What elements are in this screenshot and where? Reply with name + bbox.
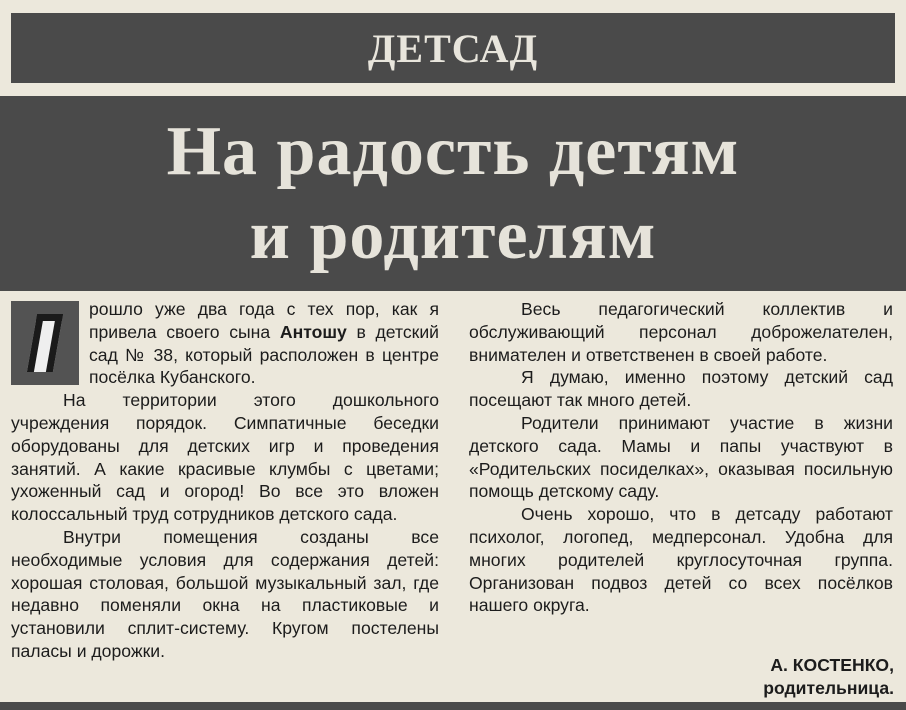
section-rubric	[11, 13, 895, 83]
rubric-title: ДЕТСАД	[367, 25, 539, 71]
dropcap-letter-icon	[27, 314, 63, 372]
article-column-right	[469, 298, 893, 617]
bottom-rule	[0, 702, 906, 710]
article-paragraph-5: Я думаю, именно поэтому детский сад посещают так много детей.	[469, 367, 893, 411]
article-paragraph-3: Внутри помещения созданы все необходимые условия для содержания детей: хорошая столовая, большой музыкальный зал, где недавно поменяли окна на пластиковые и установили сплит-систему. Кругом постелены паласы и дорожки.	[11, 526, 439, 661]
article-paragraph-4: Весь педагогический коллектив и обслуживающий персонал доброжелателен, внимателен и ответственен в своей работе.	[469, 299, 893, 365]
headline-line-2: и родителям	[249, 196, 657, 274]
author-role: родительница.	[763, 678, 894, 698]
article-paragraph-7: Очень хорошо, что в детсаду работают психолог, логопед, медперсонал. Удобна для многих родителей круглосуточная группа. Организован подвоз детей со всех посёлков нашего округа.	[469, 504, 893, 616]
headline-line-1: На радость детям	[166, 112, 740, 190]
p1-end: в детский сад № 38, который расположен в центре посёлка Кубанского.	[89, 321, 439, 388]
author-name: А. КОСТЕНКО,	[770, 655, 894, 675]
p1-name: Антошу	[279, 321, 347, 342]
article-column-left	[11, 298, 439, 663]
dropcap	[11, 301, 79, 385]
headline-block	[0, 96, 906, 291]
p1-start: рошло уже два года с тех пор, как я привела своего сына	[89, 299, 439, 342]
article-paragraph-6: Родители принимают участие в жизни детского сада. Мамы и папы участвуют в «Родительских посиделках», оказывая посильную помощь детскому саду.	[469, 412, 893, 502]
article-paragraph-2: На территории этого дошкольного учреждения порядок. Симпатичные беседки оборудованы для детских игр и проведения занятий. А какие красивые клумбы с цветами; ухоженный сад и огород! Во все это вложен колоссальный труд сотрудников детского сада.	[11, 390, 439, 525]
